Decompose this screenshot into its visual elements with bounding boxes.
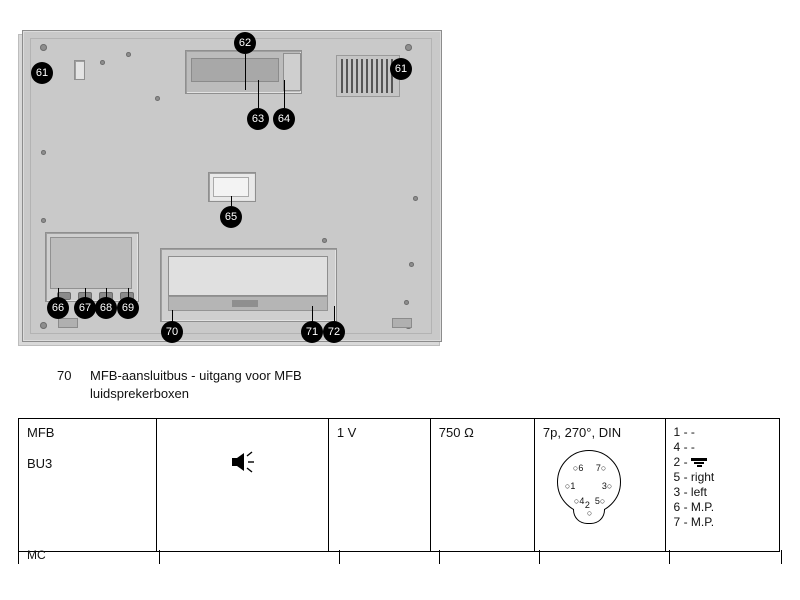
pin-row-4	[674, 440, 771, 455]
din-pin-4: ○4	[573, 496, 585, 506]
caption-line-2: luidsprekerboxen	[90, 386, 190, 401]
designation-line-1: MFB	[27, 425, 55, 440]
din-pin-1: ○1	[564, 481, 576, 491]
callout-61-right: 61	[390, 58, 412, 80]
leader-line	[334, 306, 335, 322]
pin-legend	[674, 425, 771, 530]
leader-line	[231, 196, 232, 206]
connector-type-label: 7p, 270°, DIN	[542, 425, 622, 440]
pin-row-4-dash: -	[683, 440, 691, 454]
fuse-holder	[74, 60, 85, 80]
pin-row-5	[674, 470, 771, 485]
screw	[413, 196, 418, 201]
cell-symbol	[157, 419, 328, 552]
din-connector-diagram	[543, 446, 657, 532]
pin-row-7	[674, 515, 771, 530]
caption-number: 70	[57, 368, 72, 383]
din-pin-2: 2	[584, 500, 590, 510]
pin-row-6-num: 6	[673, 500, 681, 514]
foot-pad	[392, 318, 412, 328]
mfb-connector-marking	[232, 300, 258, 307]
pin-row-3	[674, 485, 771, 500]
pin-row-6-value: M.P.	[690, 500, 715, 514]
din-pin-3: 3○	[601, 481, 613, 491]
din-pin-center: ○	[586, 508, 593, 518]
cell-impedance: 750 Ω	[430, 419, 534, 552]
foot-pad	[58, 318, 78, 328]
pin-row-4-num: 4	[673, 440, 681, 454]
screw	[100, 60, 105, 65]
vent-grille	[336, 55, 400, 97]
din-pin-5: 5○	[594, 496, 606, 506]
leader-line	[258, 80, 259, 108]
screw	[40, 322, 47, 329]
screw	[41, 150, 46, 155]
callout-70: 70	[161, 321, 183, 343]
pin-row-3-dash: -	[683, 485, 691, 499]
cell-connector	[534, 419, 665, 552]
top-connector-bar	[191, 58, 279, 82]
screw	[40, 44, 47, 51]
pin-row-3-value: left	[690, 485, 707, 499]
callout-66: 66	[47, 297, 69, 319]
pin-row-7-dash: -	[683, 515, 691, 529]
callout-62: 62	[234, 32, 256, 54]
pin-row-6-dash: -	[683, 500, 691, 514]
cell-pin-assignments	[665, 419, 779, 552]
leader-line	[245, 54, 246, 90]
pin-row-4-value: -	[690, 440, 695, 454]
callout-64: 64	[273, 108, 295, 130]
top-connector-tab	[283, 53, 301, 91]
screw	[404, 300, 409, 305]
pin-row-2	[674, 455, 771, 470]
connector-spec-table	[18, 418, 780, 552]
mfb-connector-recess	[168, 256, 328, 296]
cell-level: 1 V	[328, 419, 430, 552]
pin-row-5-value: right	[690, 470, 715, 484]
pin-row-3-num: 3	[673, 485, 681, 499]
callout-72: 72	[323, 321, 345, 343]
leader-line	[284, 80, 285, 108]
screw	[126, 52, 131, 57]
pin-row-7-value: M.P.	[690, 515, 715, 529]
screw	[41, 218, 46, 223]
pin-row-1-dash: -	[683, 425, 691, 439]
screw	[405, 44, 412, 51]
screw	[409, 262, 414, 267]
pin-row-5-num: 5	[673, 470, 681, 484]
figure-caption	[0, 364, 800, 410]
pin-row-2-num: 2	[673, 455, 681, 469]
callout-69: 69	[117, 297, 139, 319]
callout-71: 71	[301, 321, 323, 343]
pin-row-1-num: 1	[673, 425, 681, 439]
caption-line-1: MFB-aansluitbus - uitgang voor MFB	[90, 368, 302, 383]
pin-row-5-dash: -	[683, 470, 691, 484]
table-row	[19, 419, 780, 552]
din-pin-7: 7○	[595, 463, 607, 473]
callout-67: 67	[74, 297, 96, 319]
left-connector-face	[50, 237, 132, 289]
ground-symbol-icon	[691, 458, 707, 467]
callout-68: 68	[95, 297, 117, 319]
callout-61-left: 61	[31, 62, 53, 84]
cutoff-row-text: MC	[27, 550, 46, 562]
speaker-icon	[231, 451, 255, 473]
cell-designation	[19, 419, 157, 552]
din-pin-6: ○6	[572, 463, 584, 473]
table-row-cutoff	[18, 550, 782, 564]
callout-63: 63	[247, 108, 269, 130]
pin-row-7-num: 7	[673, 515, 681, 529]
leader-line	[312, 306, 313, 322]
pin-row-1	[674, 425, 771, 440]
designation-line-2: BU3	[27, 456, 53, 471]
pin-row-6	[674, 500, 771, 515]
screw	[322, 238, 327, 243]
pin-row-1-value: -	[690, 425, 695, 439]
module-65-face	[213, 177, 249, 197]
screw	[155, 96, 160, 101]
callout-65: 65	[220, 206, 242, 228]
pin-row-2-dash: -	[683, 455, 691, 469]
